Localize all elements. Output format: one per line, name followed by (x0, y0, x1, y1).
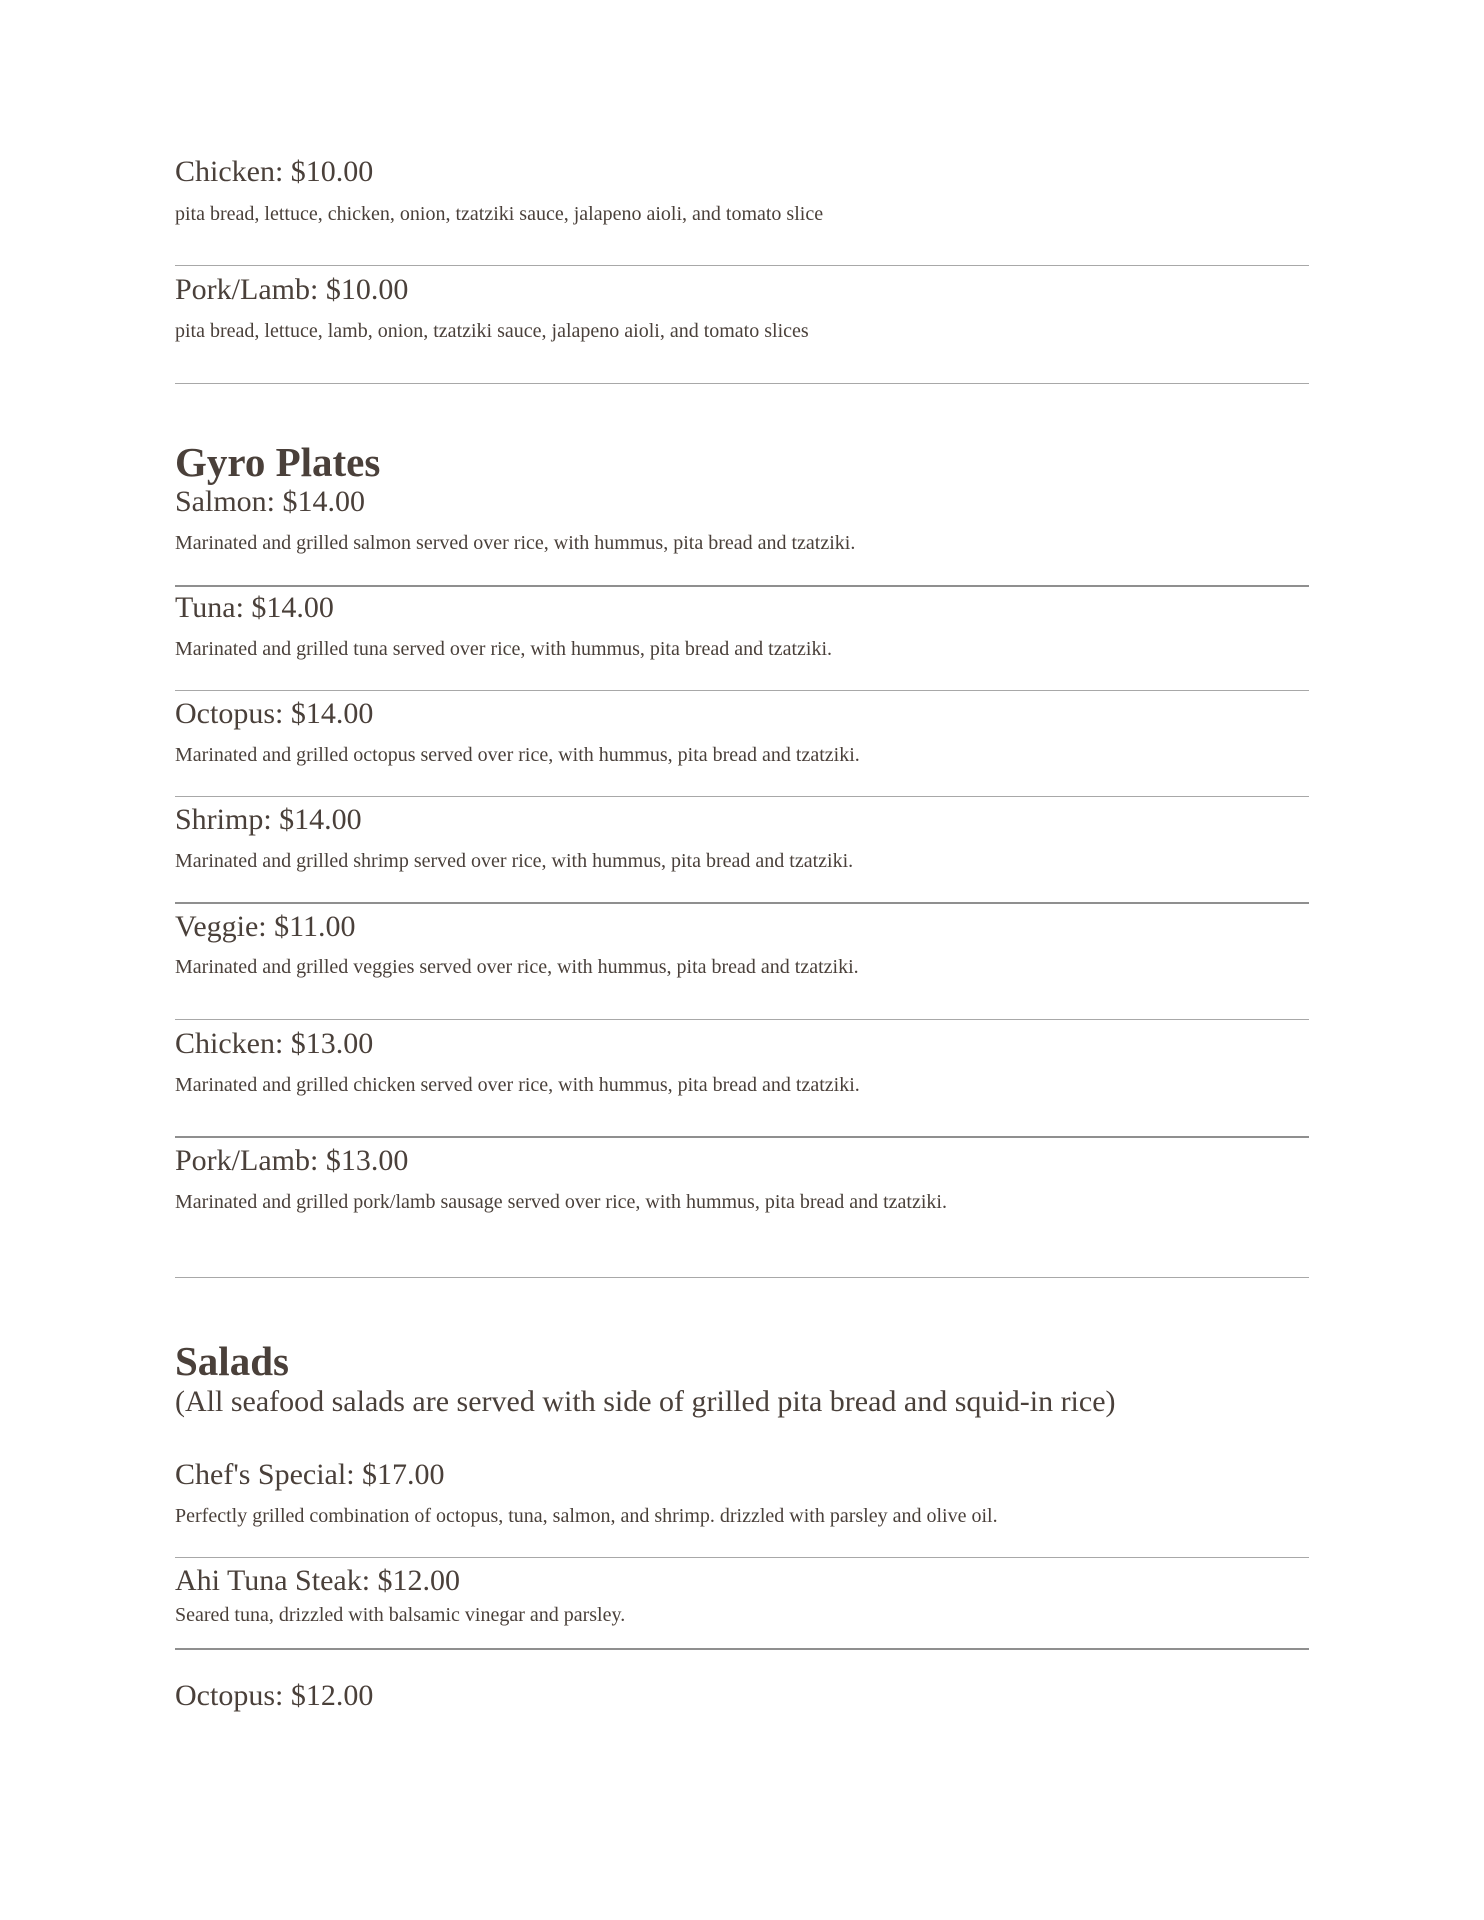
menu-item-desc: Marinated and grilled octopus served over rice, with hummus, pita bread and tzatziki. (175, 744, 860, 766)
menu-item-desc: Marinated and grilled chicken served over rice, with hummus, pita bread and tzatziki. (175, 1074, 860, 1096)
divider (175, 1136, 1309, 1138)
menu-item-desc: Marinated and grilled shrimp served over rice, with hummus, pita bread and tzatziki. (175, 850, 854, 872)
menu-item-title: Ahi Tuna Steak: $12.00 (175, 1564, 461, 1597)
menu-item-title: Octopus: $12.00 (175, 1679, 374, 1712)
menu-item-title: Chicken: $10.00 (175, 155, 374, 188)
section-heading-gyro-plates: Gyro Plates (175, 439, 381, 485)
section-heading-salads: Salads (175, 1338, 289, 1384)
divider (175, 1277, 1309, 1278)
menu-item-desc: Perfectly grilled combination of octopus, tuna, salmon, and shrimp. drizzled with parsley and olive oil. (175, 1505, 998, 1527)
menu-item-title: Veggie: $11.00 (175, 910, 356, 943)
divider (175, 690, 1309, 691)
divider (175, 265, 1309, 266)
menu-item-desc: Marinated and grilled salmon served over rice, with hummus, pita bread and tzatziki. (175, 532, 856, 554)
menu-item-title: Octopus: $14.00 (175, 697, 374, 730)
menu-item-title: Pork/Lamb: $13.00 (175, 1144, 409, 1177)
divider (175, 383, 1309, 384)
menu-item-desc: Seared tuna, drizzled with balsamic vinegar and parsley. (175, 1604, 626, 1626)
divider (175, 1019, 1309, 1020)
menu-item-title: Chef's Special: $17.00 (175, 1458, 445, 1491)
divider (175, 796, 1309, 797)
menu-item-desc: pita bread, lettuce, lamb, onion, tzatziki sauce, jalapeno aioli, and tomato slices (175, 320, 809, 342)
menu-item-title: Pork/Lamb: $10.00 (175, 273, 409, 306)
divider (175, 1557, 1309, 1558)
divider (175, 902, 1309, 904)
divider (175, 585, 1309, 587)
menu-item-desc: pita bread, lettuce, chicken, onion, tzatziki sauce, jalapeno aioli, and tomato slice (175, 203, 824, 225)
menu-item-title: Salmon: $14.00 (175, 485, 366, 518)
section-note: (All seafood salads are served with side of grilled pita bread and squid-in rice) (175, 1385, 1116, 1418)
menu-item-title: Chicken: $13.00 (175, 1027, 374, 1060)
menu-item-desc: Marinated and grilled veggies served over rice, with hummus, pita bread and tzatziki. (175, 956, 859, 978)
menu-item-desc: Marinated and grilled tuna served over rice, with hummus, pita bread and tzatziki. (175, 638, 833, 660)
menu-item-title: Shrimp: $14.00 (175, 803, 362, 836)
menu-item-title: Tuna: $14.00 (175, 591, 334, 624)
divider (175, 1648, 1309, 1650)
menu-item-desc: Marinated and grilled pork/lamb sausage served over rice, with hummus, pita bread and tzatziki. (175, 1191, 947, 1213)
